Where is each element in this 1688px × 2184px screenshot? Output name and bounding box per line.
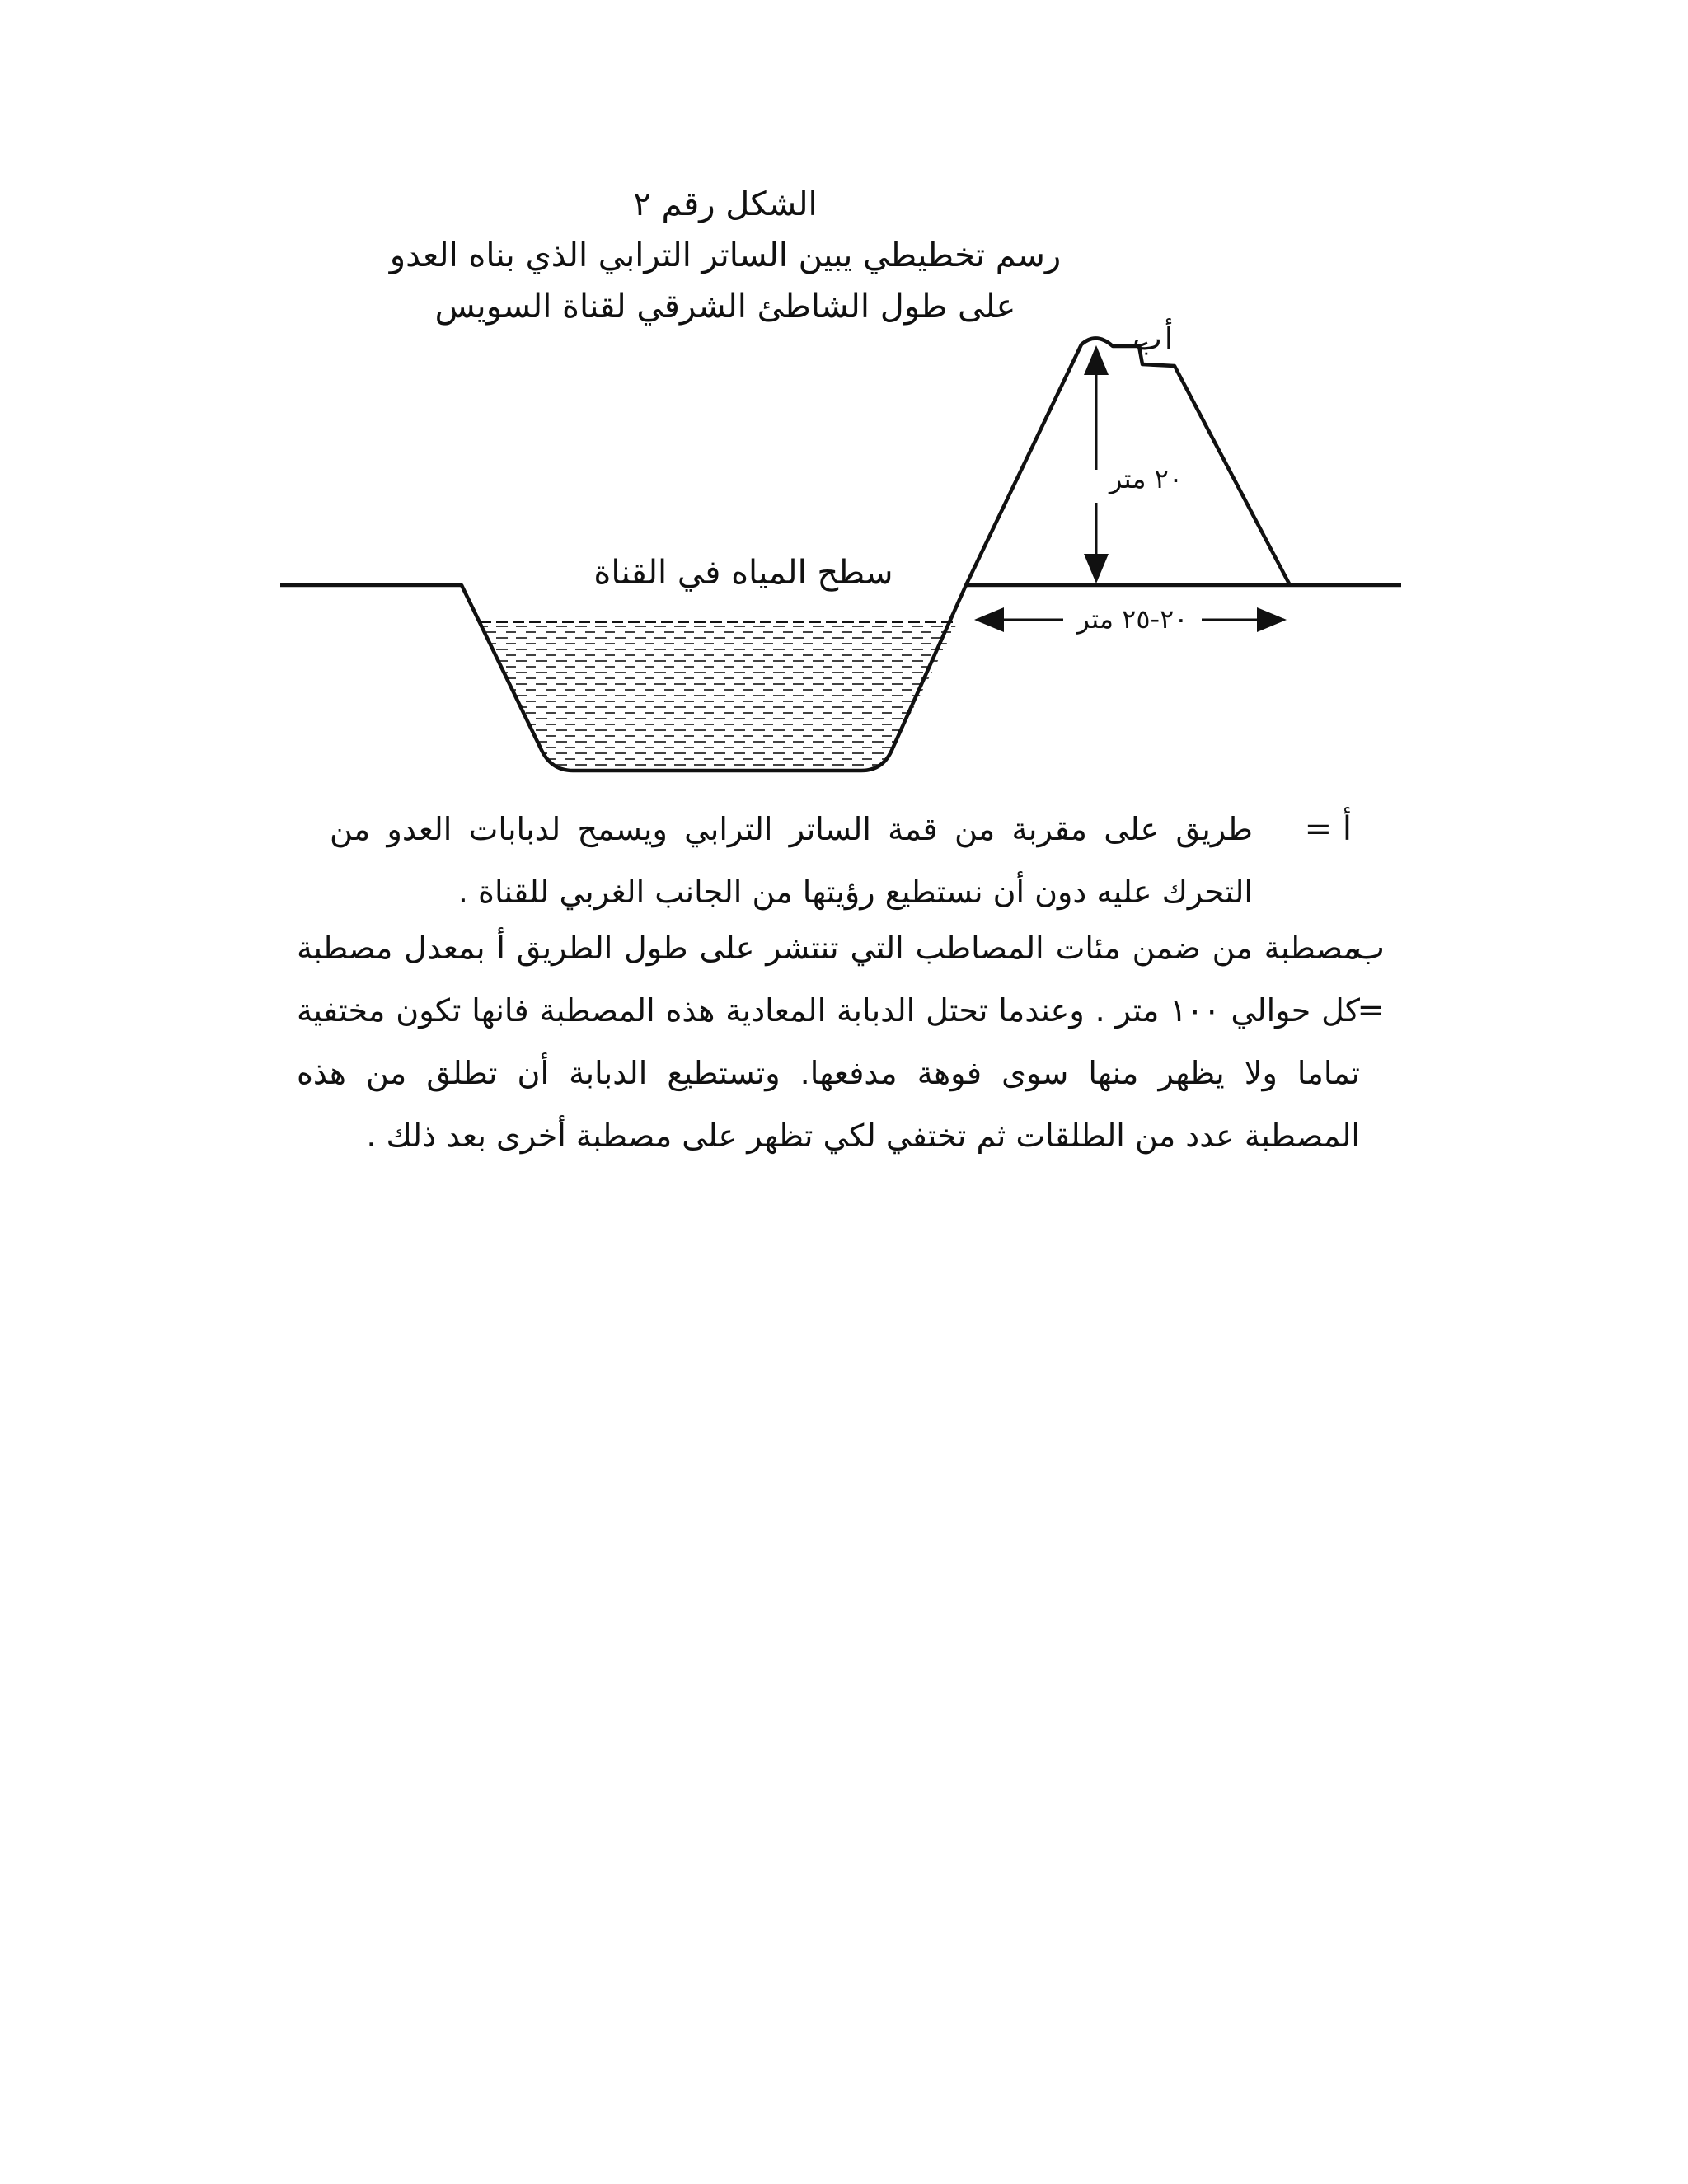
- height-label: ٢٠ متر: [1109, 463, 1183, 494]
- legend-description-a: طريق على مقربة من قمة الساتر الترابي ويسمح لدبابات العدو من التحرك عليه دون أن نستطيع رؤيتها من الجانب الغربي للقناة .: [330, 811, 1253, 910]
- label-b: ب: [1132, 321, 1162, 357]
- figure-subtitle-line-1: رسم تخطيطي يبين الساتر الترابي الذي بناه العدو: [389, 237, 1062, 274]
- canal-water: [462, 618, 973, 783]
- base-width-label: ٢٠-٢٥ متر: [1076, 603, 1189, 635]
- sand-barrier: [966, 338, 1290, 585]
- legend-marker-a: أ =: [1304, 810, 1352, 848]
- water-surface-label: سطح المياه في القناة: [593, 554, 893, 592]
- figure-subtitle-line-2: على طول الشاطئ الشرقي لقناة السويس: [434, 288, 1016, 326]
- label-a: أ: [1164, 321, 1174, 357]
- legend-description-b: مصطبة من ضمن مئات المصاطب التي تنتشر على طول الطريق أ بمعدل مصطبة كل حوالي ١٠٠ متر . وعندما تحتل الدبابة المعادية هذه المصطبة فانها تكون مختفية تماما ولا يظهر منها سوى فوهة مدفعها. وتستطيع الدبابة أن تطلق من هذه المصطبة عدد من الطلقات ثم تختفي لكي تظهر على مصطبة أخرى بعد ذلك .: [297, 930, 1360, 1154]
- figure-title: الشكل رقم ٢: [633, 185, 818, 223]
- sand-barrier-diagram: [0, 0, 1688, 824]
- legend-marker-b: ب =: [1353, 929, 1385, 1029]
